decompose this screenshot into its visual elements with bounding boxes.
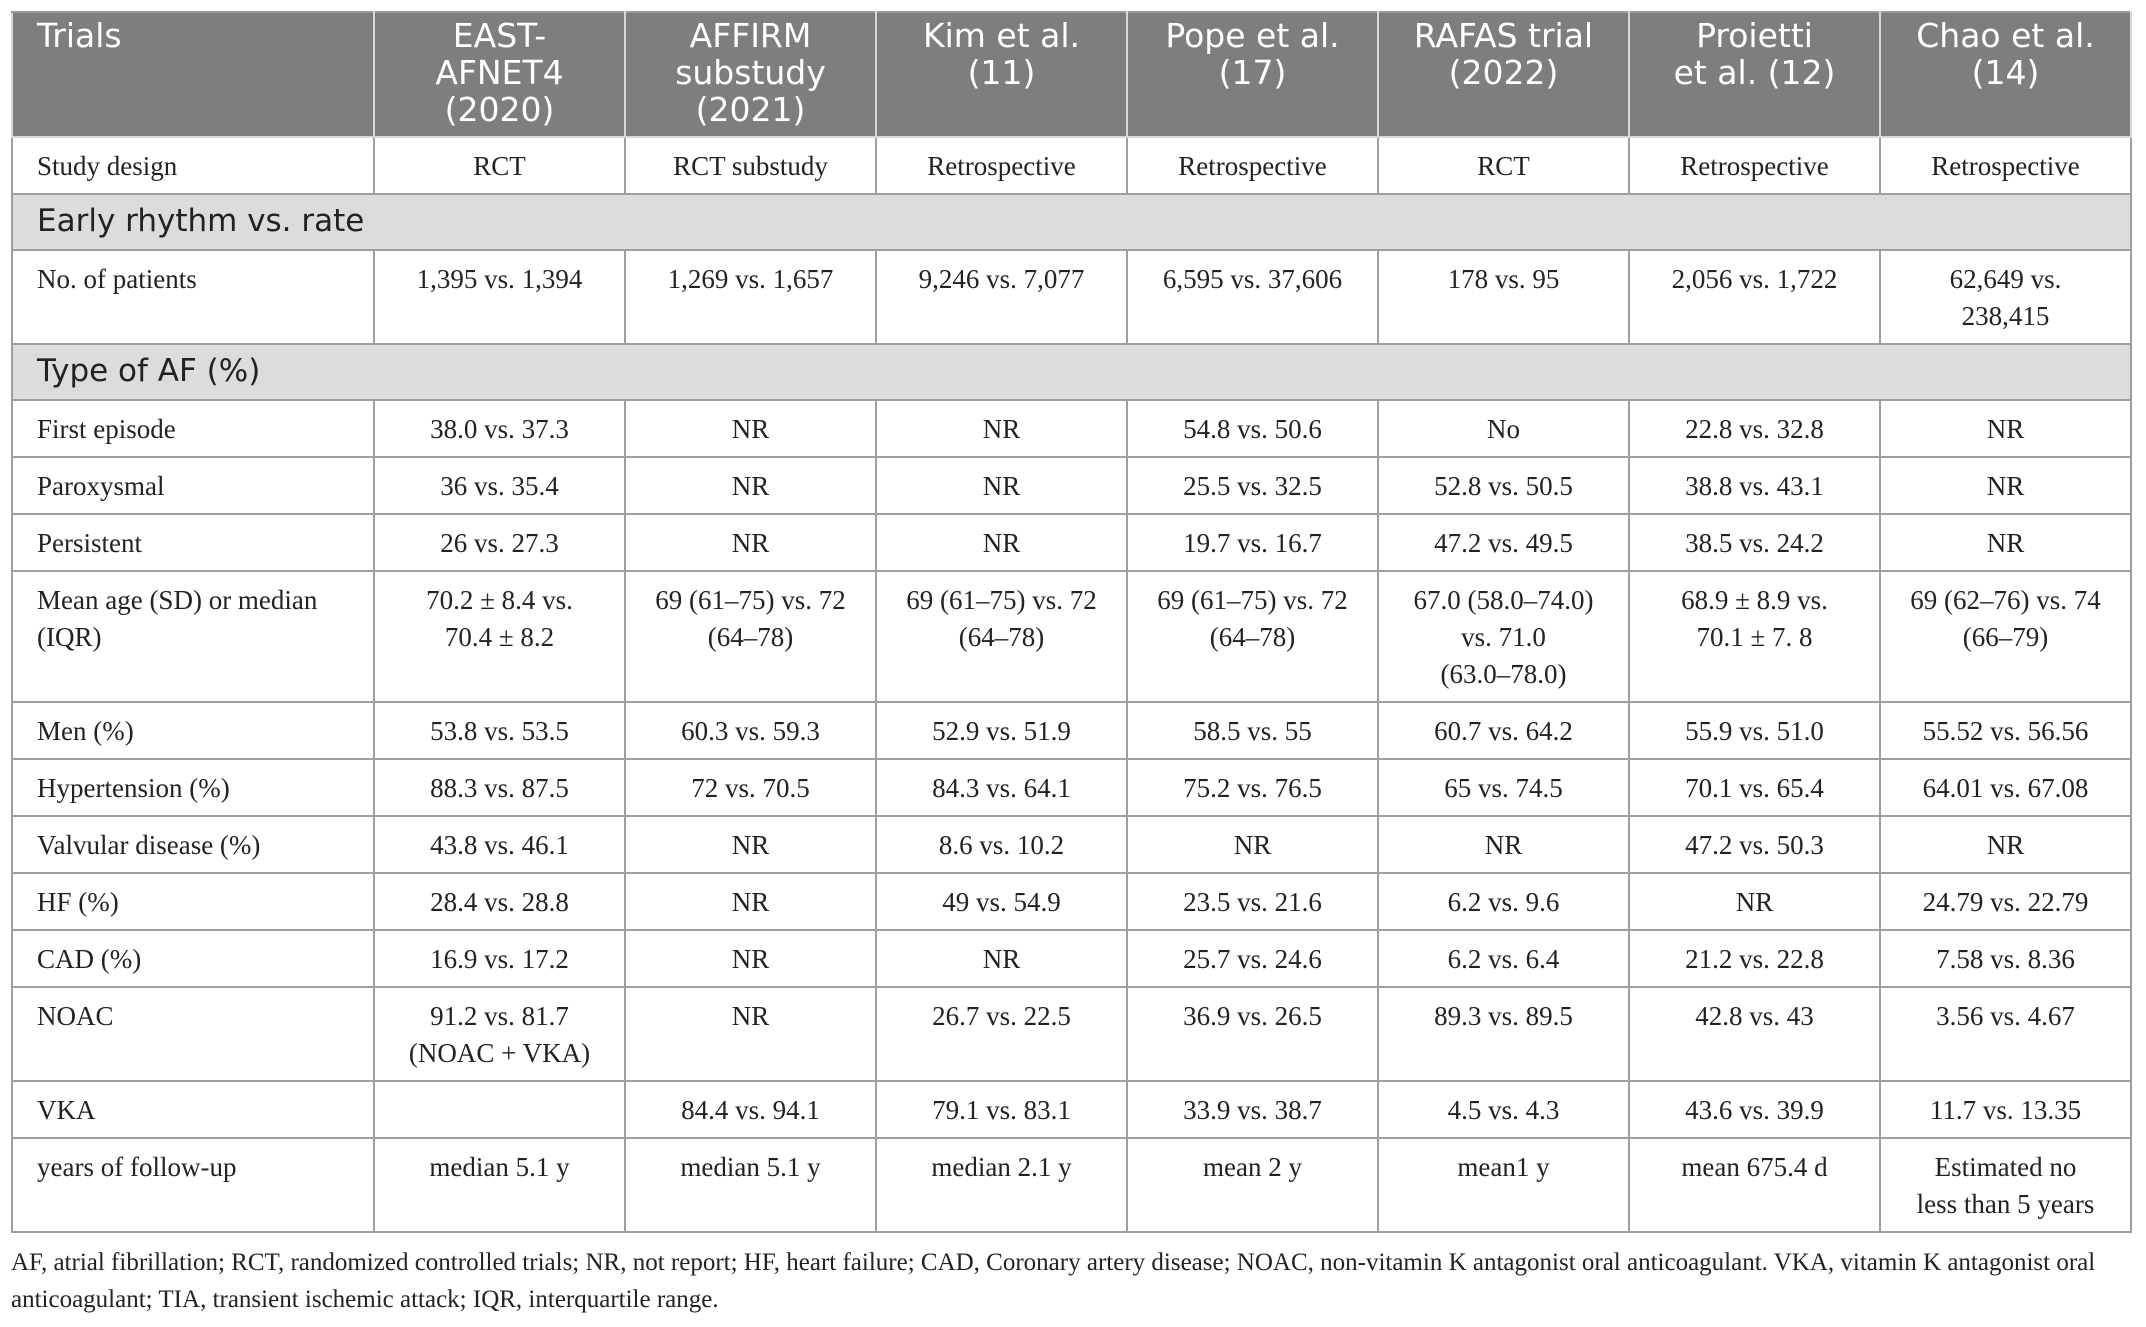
table-footnote: AF, atrial fibrillation; RCT, randomized controlled trials; NR, not report; HF, heart failure; CAD, Coronary artery disease; NOAC, non-vitamin K antagonist oral anticoagulant. VKA, vitamin K antagonist oral anticoagulant; TIA, transient ischemic attack; IQR, interquartile range.	[11, 1249, 2096, 1313]
table-cell: 89.3 vs. 89.5	[1378, 987, 1629, 1081]
section-header-row	[12, 194, 2131, 250]
table-cell: 84.3 vs. 64.1	[876, 759, 1127, 816]
table-cell: mean1 y	[1378, 1138, 1629, 1232]
row-label: Hypertension (%)	[12, 759, 374, 816]
table-cell: 47.2 vs. 50.3	[1629, 816, 1880, 873]
table-cell: 28.4 vs. 28.8	[374, 873, 625, 930]
table-row	[12, 987, 2131, 1081]
table-row	[12, 457, 2131, 514]
table-cell: 88.3 vs. 87.5	[374, 759, 625, 816]
row-label: Study design	[12, 137, 374, 194]
header-east-afnet4: EAST- AFNET4 (2020)	[374, 12, 625, 137]
row-label: Men (%)	[12, 702, 374, 759]
table-cell: Retrospective	[1880, 137, 2131, 194]
table-cell: 67.0 (58.0–74.0) vs. 71.0 (63.0–78.0)	[1378, 571, 1629, 702]
table-cell: 55.52 vs. 56.56	[1880, 702, 2131, 759]
row-label: Persistent	[12, 514, 374, 571]
table-row	[12, 250, 2131, 344]
table-cell: 26.7 vs. 22.5	[876, 987, 1127, 1081]
table-cell: 38.8 vs. 43.1	[1629, 457, 1880, 514]
table-cell: RCT	[1378, 137, 1629, 194]
table-cell: Retrospective	[876, 137, 1127, 194]
table-cell: 60.3 vs. 59.3	[625, 702, 876, 759]
table-cell: 6.2 vs. 9.6	[1378, 873, 1629, 930]
section-header-row	[12, 344, 2131, 400]
table-cell: 1,269 vs. 1,657	[625, 250, 876, 344]
trials-comparison-table	[11, 11, 2132, 1233]
table-cell: NR	[625, 987, 876, 1081]
table-row	[12, 137, 2131, 194]
table-cell: 22.8 vs. 32.8	[1629, 400, 1880, 457]
section-title: Early rhythm vs. rate	[12, 194, 2131, 250]
table-cell: 3.56 vs. 4.67	[1880, 987, 2131, 1081]
header-kim: Kim et al. (11)	[876, 12, 1127, 137]
table-cell: 1,395 vs. 1,394	[374, 250, 625, 344]
table-cell: 68.9 ± 8.9 vs. 70.1 ± 7. 8	[1629, 571, 1880, 702]
row-label: CAD (%)	[12, 930, 374, 987]
table-cell: Retrospective	[1127, 137, 1378, 194]
table-cell: 52.9 vs. 51.9	[876, 702, 1127, 759]
table-cell: NR	[625, 400, 876, 457]
table-body	[12, 137, 2131, 1232]
table-cell: NR	[625, 457, 876, 514]
table-cell: 52.8 vs. 50.5	[1378, 457, 1629, 514]
table-row	[12, 1138, 2131, 1232]
table-cell: NR	[625, 873, 876, 930]
table-cell: Estimated no less than 5 years	[1880, 1138, 2131, 1232]
table-cell: 70.1 vs. 65.4	[1629, 759, 1880, 816]
table-cell: RCT substudy	[625, 137, 876, 194]
table-cell: 49 vs. 54.9	[876, 873, 1127, 930]
table-cell: 43.8 vs. 46.1	[374, 816, 625, 873]
header-affirm-substudy: AFFIRM substudy (2021)	[625, 12, 876, 137]
table-cell: 25.5 vs. 32.5	[1127, 457, 1378, 514]
table-cell: 33.9 vs. 38.7	[1127, 1081, 1378, 1138]
table-cell: 65 vs. 74.5	[1378, 759, 1629, 816]
table-cell: 21.2 vs. 22.8	[1629, 930, 1880, 987]
header-proietti: Proietti et al. (12)	[1629, 12, 1880, 137]
table-cell: 84.4 vs. 94.1	[625, 1081, 876, 1138]
row-label: Paroxysmal	[12, 457, 374, 514]
table-cell: NR	[876, 514, 1127, 571]
table-cell: 58.5 vs. 55	[1127, 702, 1378, 759]
table-cell: 38.5 vs. 24.2	[1629, 514, 1880, 571]
table-cell: NR	[876, 930, 1127, 987]
table-cell: 6,595 vs. 37,606	[1127, 250, 1378, 344]
section-title: Type of AF (%)	[12, 344, 2131, 400]
row-label: HF (%)	[12, 873, 374, 930]
table-cell: 54.8 vs. 50.6	[1127, 400, 1378, 457]
table-cell: 8.6 vs. 10.2	[876, 816, 1127, 873]
row-label: NOAC	[12, 987, 374, 1081]
table-cell: median 5.1 y	[374, 1138, 625, 1232]
header-trials: Trials	[12, 12, 374, 137]
table-cell: 47.2 vs. 49.5	[1378, 514, 1629, 571]
table-cell: 64.01 vs. 67.08	[1880, 759, 2131, 816]
table-cell: NR	[1127, 816, 1378, 873]
table-row	[12, 816, 2131, 873]
table-cell: 69 (61–75) vs. 72 (64–78)	[876, 571, 1127, 702]
table-row	[12, 1081, 2131, 1138]
table-cell: 4.5 vs. 4.3	[1378, 1081, 1629, 1138]
table-cell: 72 vs. 70.5	[625, 759, 876, 816]
table-cell: 69 (62–76) vs. 74 (66–79)	[1880, 571, 2131, 702]
table-cell: 2,056 vs. 1,722	[1629, 250, 1880, 344]
table-cell: 42.8 vs. 43	[1629, 987, 1880, 1081]
table-cell: 178 vs. 95	[1378, 250, 1629, 344]
table-cell: 55.9 vs. 51.0	[1629, 702, 1880, 759]
table-cell	[374, 1081, 625, 1138]
table-cell: 70.2 ± 8.4 vs. 70.4 ± 8.2	[374, 571, 625, 702]
table-cell: mean 2 y	[1127, 1138, 1378, 1232]
table-cell: No	[1378, 400, 1629, 457]
table-cell: 91.2 vs. 81.7 (NOAC + VKA)	[374, 987, 625, 1081]
row-label: VKA	[12, 1081, 374, 1138]
table-cell: NR	[1880, 400, 2131, 457]
table-cell: 6.2 vs. 6.4	[1378, 930, 1629, 987]
table-cell: 26 vs. 27.3	[374, 514, 625, 571]
header-rafas: RAFAS trial (2022)	[1378, 12, 1629, 137]
table-row	[12, 702, 2131, 759]
row-label: Mean age (SD) or median (IQR)	[12, 571, 374, 702]
table-cell: RCT	[374, 137, 625, 194]
table-cell: NR	[625, 816, 876, 873]
row-label: Valvular disease (%)	[12, 816, 374, 873]
table-cell: NR	[876, 457, 1127, 514]
table-cell: NR	[1629, 873, 1880, 930]
table-cell: NR	[876, 400, 1127, 457]
table-cell: median 2.1 y	[876, 1138, 1127, 1232]
table-cell: 25.7 vs. 24.6	[1127, 930, 1378, 987]
table-cell: NR	[625, 514, 876, 571]
table-cell: 79.1 vs. 83.1	[876, 1081, 1127, 1138]
table-cell: 19.7 vs. 16.7	[1127, 514, 1378, 571]
table-cell: 38.0 vs. 37.3	[374, 400, 625, 457]
table-cell: 36 vs. 35.4	[374, 457, 625, 514]
table-cell: 36.9 vs. 26.5	[1127, 987, 1378, 1081]
table-cell: 11.7 vs. 13.35	[1880, 1081, 2131, 1138]
table-row	[12, 571, 2131, 702]
table-cell: NR	[1880, 816, 2131, 873]
table-cell: NR	[1880, 514, 2131, 571]
table-header-row	[12, 12, 2131, 137]
table-cell: 60.7 vs. 64.2	[1378, 702, 1629, 759]
table-cell: 62,649 vs. 238,415	[1880, 250, 2131, 344]
table-cell: 24.79 vs. 22.79	[1880, 873, 2131, 930]
table-cell: 16.9 vs. 17.2	[374, 930, 625, 987]
table-row	[12, 514, 2131, 571]
trials-table-container	[11, 11, 2131, 1233]
table-row	[12, 400, 2131, 457]
table-cell: 75.2 vs. 76.5	[1127, 759, 1378, 816]
table-cell: 69 (61–75) vs. 72 (64–78)	[1127, 571, 1378, 702]
table-cell: Retrospective	[1629, 137, 1880, 194]
table-cell: NR	[1378, 816, 1629, 873]
table-row	[12, 930, 2131, 987]
header-chao: Chao et al. (14)	[1880, 12, 2131, 137]
table-cell: NR	[625, 930, 876, 987]
row-label: years of follow-up	[12, 1138, 374, 1232]
table-cell: mean 675.4 d	[1629, 1138, 1880, 1232]
row-label: First episode	[12, 400, 374, 457]
table-cell: 9,246 vs. 7,077	[876, 250, 1127, 344]
table-cell: 43.6 vs. 39.9	[1629, 1081, 1880, 1138]
table-cell: 53.8 vs. 53.5	[374, 702, 625, 759]
table-cell: 69 (61–75) vs. 72 (64–78)	[625, 571, 876, 702]
table-cell: median 5.1 y	[625, 1138, 876, 1232]
table-row	[12, 873, 2131, 930]
row-label: No. of patients	[12, 250, 374, 344]
table-row	[12, 759, 2131, 816]
table-cell: 7.58 vs. 8.36	[1880, 930, 2131, 987]
table-cell: NR	[1880, 457, 2131, 514]
table-cell: 23.5 vs. 21.6	[1127, 873, 1378, 930]
header-pope: Pope et al. (17)	[1127, 12, 1378, 137]
